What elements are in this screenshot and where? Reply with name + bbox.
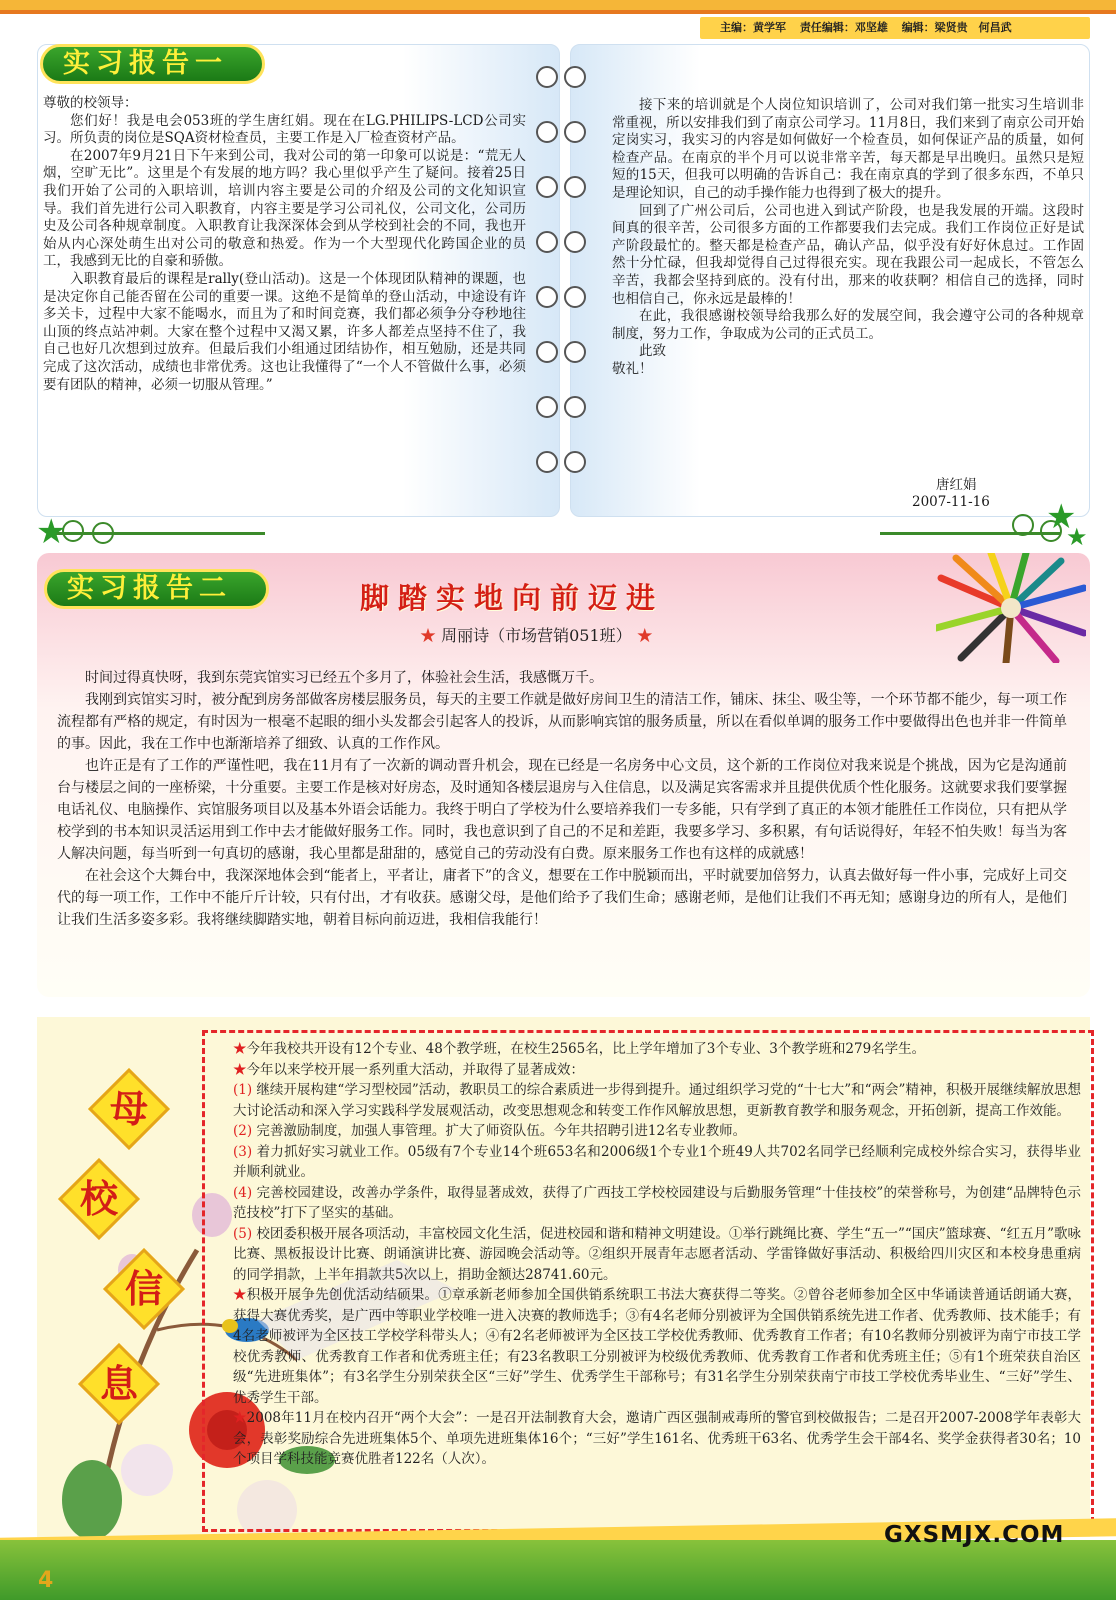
ring-icon bbox=[564, 176, 586, 198]
title-char: 校 bbox=[79, 1177, 118, 1221]
report2-text bbox=[57, 667, 1067, 931]
news-item-text: 继续开展构建“学习型校园”活动，教职员工的综合素质进一步得到提升。通过组织学习党的“十七大”和“两会”精神，积极开展继续解放思想大讨论活动和深入学习实践科学发展观活动，改变思想观念和转变工作作风解放思想，更新教育教学和服务观念，开拓创新，提高工作效能。 bbox=[233, 1082, 1081, 1119]
editor-credits bbox=[720, 19, 1080, 39]
paragraph: 入职教育最后的课程是rally(登山活动)。这是一个体现团队精神的课题，也是决定你自己能否留在公司的重要一课。这绝不是简单的登山活动，中途设有许多关卡，过程中大家不能喝水，而且为了和时间竞赛，我们都必须争分夺秒地往山顶的终点站冲刺。大家在整个过程中又渴又累，许多人都差点坚持不住了，我自己也好几次想到过放弃。但最后我们小组通过团结协作，相互勉励，还是共同完成了这次活动，成绩也非常优秀。这也让我懂得了“一个人不管做什么事，必须要有团队的精神，必须一切服从管理。” bbox=[43, 270, 526, 393]
ring-icon bbox=[564, 341, 586, 363]
news-item bbox=[233, 1142, 1081, 1183]
top-band bbox=[0, 0, 1116, 10]
news-item bbox=[233, 1224, 1081, 1286]
notebook-rings bbox=[536, 66, 586, 506]
colored-pencils-icon bbox=[936, 553, 1086, 663]
star-icon: ★ bbox=[636, 626, 653, 645]
paragraph: 我刚到宾馆实习时，被分配到房务部做客房楼层服务员，每天的主要工作就是做好房间卫生的清洁工作，铺床、抹尘、吸尘等，一个环节都不能少，每一项工作流程都有严格的规定，有时因为一根毫不起眼的细小头发都会引起客人的投诉，从而影响宾馆的服务质量，所以在看似单调的服务工作中要做得出色也并非一件简单的事。因此，我在工作中也渐渐培养了细致、认真的工作作风。 bbox=[57, 692, 1067, 752]
ring-icon bbox=[536, 341, 558, 363]
paragraph: 回到了广州公司后，公司也进入到试产阶段，也是我发展的开端。这段时间真的很辛苦，公司很多方面的工作都要我们去完成。我们工作岗位正好是试产阶段最忙的。整天都是检查产品，确认产品，似乎没有好好休息过。工作固然十分忙碌，但我却觉得自己过得很充实。现在我跟公司一起成长，不管怎么辛苦，我都会坚持到底的。没有付出，那来的收获啊？相信自己的选择，同时也相信自己，你永远是最棒的！ bbox=[612, 202, 1084, 307]
footer-band-green bbox=[0, 1540, 1116, 1600]
bullet: ★ bbox=[233, 1061, 247, 1078]
bullet: ★ bbox=[233, 1041, 247, 1057]
ring-icon bbox=[564, 286, 586, 308]
news-item bbox=[233, 1408, 1081, 1470]
website: GXSMJX.COM bbox=[884, 1522, 1065, 1548]
salutation: 尊敬的校领导： bbox=[43, 95, 138, 111]
ring-icon bbox=[536, 231, 558, 253]
ring-icon bbox=[536, 396, 558, 418]
closing-salute: 敬礼！ bbox=[612, 360, 653, 377]
news-item bbox=[233, 1060, 1081, 1081]
chief-editor: 主编：黄学军 bbox=[720, 21, 786, 34]
swirl-icon bbox=[92, 522, 114, 544]
swirl-icon bbox=[1012, 514, 1034, 536]
signature: 唐红娟 bbox=[936, 477, 977, 493]
ring-icon bbox=[536, 66, 558, 88]
school-news-text bbox=[233, 1039, 1081, 1470]
news-item bbox=[233, 1285, 1081, 1408]
vine-divider-right bbox=[880, 532, 1060, 535]
report1-right-text bbox=[612, 97, 1084, 379]
bullet: (3) bbox=[233, 1143, 253, 1160]
report1-tab: 实习报告一 bbox=[40, 44, 265, 84]
closing: 此致 bbox=[639, 343, 666, 360]
editors: 编辑：梁贤贵 何昌武 bbox=[901, 21, 1012, 34]
ring-icon bbox=[564, 121, 586, 143]
star-icon: ★ bbox=[36, 512, 67, 552]
ring-icon bbox=[564, 66, 586, 88]
paragraph: 在社会这个大舞台中，我深深地体会到“能者上，平者让，庸者下”的含义，想要在工作中脱颖而出，平时就要加倍努力，认真去做好每一件小事，完成好上司交代的每一项工作，工作中不能斤斤计较，只有付出，才有收获。感谢父母，是他们给予了我们生命；感谢老师，是他们让我们不再无知；感谢身边的所有人，是他们让我们生活多姿多彩。我将继续脚踏实地，朝着目标向前迈进，我相信我能行！ bbox=[57, 868, 1067, 928]
paragraph: 在此，我很感谢校领导给我那么好的发展空间，我会遵守公司的各种规章制度，努力工作，争取成为公司的正式员工。 bbox=[612, 308, 1084, 342]
ring-icon bbox=[564, 231, 586, 253]
news-item bbox=[233, 1183, 1081, 1224]
ring-icon bbox=[536, 176, 558, 198]
paragraph: 接下来的培训就是个人岗位知识培训了，公司对我们第一批实习生培训非常重视，所以安排我们到了南京公司学习。11月8日，我们来到了南京公司开始定岗实习，我实习的内容是如何做好一个检查员，如何保证产品的质量，如何检查产品。在南京的半个月可以说非常辛苦，每天都是早出晚归。虽然只是短短的15天，但我可以明确的告诉自己：我在南京真的学到了很多东西，不单只是理论知识，自己的动手操作能力也得到了极大的提升。 bbox=[612, 97, 1084, 201]
ring-icon bbox=[564, 396, 586, 418]
bullet: ★ bbox=[233, 1287, 247, 1303]
news-item bbox=[233, 1039, 1081, 1060]
news-item-text: 着力抓好实习就业工作。05级有7个专业14个班653名和2006级1个专业1个班49人共702名同学已经顺利完成校外综合实习，获得毕业并顺利就业。 bbox=[233, 1143, 1081, 1180]
date: 2007-11-16 bbox=[912, 494, 990, 510]
news-item-text: 积极开展争先创优活动结硕果。①章承新老师参加全国供销系统职工书法大赛获得二等奖。②曾谷老师参加全区中华诵读普通话朗诵大赛，获得大赛优秀奖，是广西中等职业学校唯一进入决赛的教师选手；③有4名老师分别被评为全国供销系统先进工作者、优秀教师、技术能手；有4名老师被评为全区技工学校学科带头人；④有2名老师被评为全区技工学校优秀教师、优秀教育工作者；有10名教师分别被评为南宁市技工学校优秀教师、优秀教育工作者和优秀班主任；有23名教职工分别被评为校级优秀教师、优秀教育工作者和优秀班主任；⑤有1个班荣获自治区级“先进班集体”；有3名学生分别荣获全区“三好”学生、优秀学生干部称号；有31名学生分别荣获南宁市技工学校优秀毕业生、“三好”学生、优秀学生干部。 bbox=[233, 1287, 1082, 1406]
news-item-text: 完善激励制度，加强人事管理。扩大了师资队伍。今年共招聘引进12名专业教师。 bbox=[256, 1123, 747, 1139]
star-icon: ★ bbox=[1046, 497, 1077, 537]
top-band-accent bbox=[0, 10, 1116, 14]
bullet: (5) bbox=[233, 1225, 253, 1242]
ring-icon bbox=[536, 451, 558, 473]
bullet: (2) bbox=[233, 1123, 253, 1139]
paragraph: 也许正是有了工作的严谨性吧，我在11月有了一次新的调动晋升机会，现在已经是一名房务中心文员，这个新的工作岗位对我来说是个挑战，因为它是沟通前台与楼层之间的一座桥梁，十分重要。主要工作是核对好房态，及时通知各楼层退房与入住信息，以及满足宾客需求并且提供优质个性化服务。这就要求我们要掌握电话礼仪、电脑操作、宾馆服务项目以及基本外语会话能力。我终于明白了学校为什么要培养我们一专多能，只有学到了真正的本领才能胜任工作岗位，只有把从学校学到的书本知识灵活运用到工作中去才能做好服务工作。同时，我也意识到了自己的不足和差距，我要多学习、多积累，有句话说得好，年轻不怕失败！每当为客人解决问题，每当听到一句真切的感谢，我心里都是甜甜的，感觉自己的劳动没有白费。原来服务工作也有这样的成就感！ bbox=[57, 758, 1067, 862]
ring-icon bbox=[536, 121, 558, 143]
report2-author bbox=[420, 623, 720, 646]
news-item-text: 今年以来学校开展一系列重大活动，并取得了显著成效： bbox=[246, 1061, 584, 1078]
school-news-title bbox=[60, 1060, 220, 1480]
title-char: 信 bbox=[124, 1267, 163, 1311]
bullet: (1) bbox=[233, 1082, 253, 1098]
responsible-editor: 责任编辑：邓坚雄 bbox=[799, 21, 888, 34]
news-item bbox=[233, 1121, 1081, 1142]
report2-tab: 实习报告二 bbox=[44, 569, 269, 609]
report2-title: 脚踏实地向前迈进 bbox=[360, 581, 665, 615]
report1-left-text bbox=[43, 95, 526, 394]
paragraph: 时间过得真快呀，我到东莞宾馆实习已经五个多月了，体验社会生活，我感慨万千。 bbox=[85, 670, 603, 686]
star-icon: ★ bbox=[1066, 523, 1088, 551]
ring-icon bbox=[536, 286, 558, 308]
title-char: 母 bbox=[109, 1087, 148, 1131]
ring-icon bbox=[564, 451, 586, 473]
paragraph: 在2007年9月21日下午来到公司，我对公司的第一印象可以说是：“荒无人烟，空旷无比”。这里是个有发展的地方吗？我心里似乎产生了疑问。接着25日我们开始了公司的入职培训，培训内容主要是公司的介绍及公司的文化知识宣导。我们首先进行公司入职教育，内容主要是学习公司礼仪，公司文化，公司历史及公司各种规章制度。入职教育让我深深体会到从学校到社会的不同，我也开始从内心深处萌生出对公司的敬意和热爱。作为一个大型现代化跨国企业的员工，我感到无比的自豪和骄傲。 bbox=[43, 147, 526, 270]
bullet: ★ bbox=[233, 1410, 247, 1426]
star-icon: ★ bbox=[420, 626, 437, 645]
news-item-text: 今年我校共开设有12个专业、48个教学班，在校生2565名，比上学年增加了3个专业、3个教学班和279名学生。 bbox=[246, 1041, 926, 1057]
news-item-text: 2008年11月在校内召开“两个大会”：一是召开法制教育大会，邀请广西区强制戒毒所的警官到校做报告；二是召开2007-2008学年表彰大会，表彰奖励综合先进班集体5个、单项先进班集体16个；“三好”学生161名、优秀班干63名、优秀学生会干部4名、奖学金获得者30名；10个项目学科技能竞赛优胜者122名（人次）。 bbox=[233, 1410, 1081, 1467]
news-item bbox=[233, 1080, 1081, 1121]
title-char: 息 bbox=[99, 1362, 138, 1406]
paragraph: 您们好！我是电会053班的学生唐红娟。现在在LG.PHILIPS-LCD公司实习。所负责的岗位是SQA资材检查员，主要工作是入厂检查资材产品。 bbox=[43, 112, 526, 147]
news-item-text: 校团委积极开展各项活动，丰富校园文化生活，促进校园和谐和精神文明建设。①举行跳绳比赛、学生“五一”“国庆”篮球赛、“红五月”歌咏比赛、黑板报设计比赛、朗诵演讲比赛、游园晚会活动等。②组织开展青年志愿者活动、学雷锋做好事活动、积极给四川灾区和本校身患重病的同学捐款，上半年捐款共5次以上，捐助金额达28741.60元。 bbox=[233, 1225, 1081, 1283]
news-item-text: 完善校园建设，改善办学条件，取得显著成效，获得了广西技工学校校园建设与后勤服务管理“十佳技校”的荣誉称号，为创建“品牌特色示范技校”打下了坚实的基础。 bbox=[233, 1184, 1082, 1221]
page-number: 4 bbox=[38, 1568, 54, 1593]
author-name: 周丽诗（市场营销051班） bbox=[441, 626, 632, 645]
vine-divider-left bbox=[55, 532, 265, 535]
bullet: (4) bbox=[233, 1184, 253, 1201]
